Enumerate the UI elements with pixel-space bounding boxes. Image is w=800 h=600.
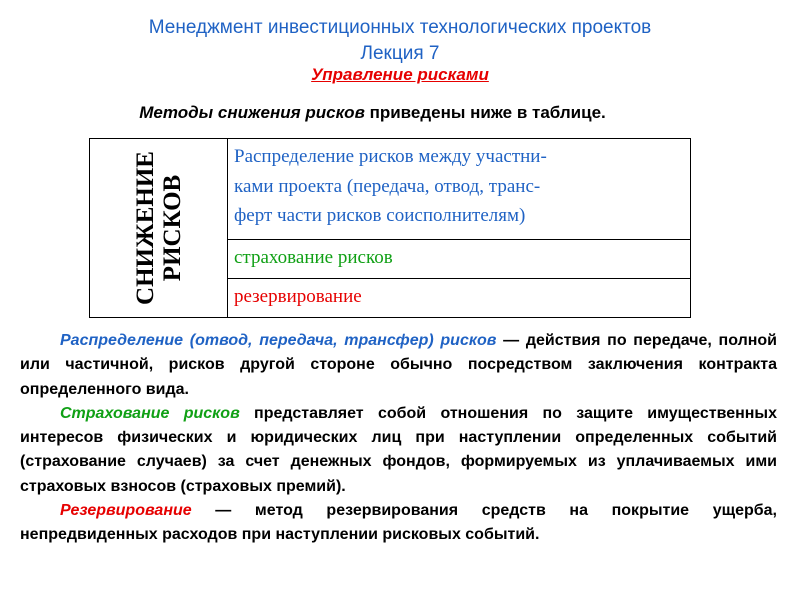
- table-row-distribution: [228, 139, 690, 240]
- paragraph-reservation: [20, 499, 777, 548]
- term-distribution: Распределение (отвод, передача, трансфер) рисков: [60, 332, 497, 349]
- row-distribution-line2: ками проекта (передача, отвод, транс-: [234, 175, 541, 197]
- intro-rest: приведены ниже в таблице.: [364, 103, 606, 122]
- term-insurance: Страхование рисков: [60, 404, 240, 422]
- intro-emphasis: Методы снижения рисков: [139, 103, 365, 122]
- text-insurance: представляет собой отношения по защите имущественных интересов физических и юридических лиц при наступлении определенных событий (страхование случаев) за счет денежных фондов, формируемых из уплачиваемых ими страховых взносов (страховых премий).: [20, 404, 777, 495]
- course-title: Менеджмент инвестиционных технологических проектов: [148, 17, 652, 38]
- table-row-reservation: резервирование: [234, 286, 362, 307]
- intro-sentence: [0, 101, 745, 125]
- topic-title: Управление рисками: [311, 65, 489, 84]
- paragraph-insurance: [20, 402, 777, 499]
- side-label-line1: СНИЖЕНИЕ: [131, 151, 159, 305]
- table-side-cell: [90, 139, 228, 317]
- term-reservation: Резервирование: [60, 502, 192, 520]
- side-label-line2: РИСКОВ: [158, 174, 186, 282]
- row-distribution-line3: ферт части рисков соисполнителям): [234, 205, 526, 226]
- table-side-label: [132, 151, 186, 305]
- text-reservation: — метод резервирования средств на покрытие ущерба, непредвиденных расходов при наступлении рисковых событий.: [20, 502, 777, 544]
- text-distribution: — действия по передаче, полной или частичной, рисков другой стороне обычно посредством заключения контракта определенного вида.: [20, 332, 778, 398]
- paragraph-distribution: [20, 329, 777, 402]
- row-distribution-line1: Распределение рисков между участни-: [234, 146, 547, 167]
- table-row-insurance: страхование рисков: [228, 240, 690, 279]
- risk-reduction-table: [89, 138, 691, 318]
- description-text: [20, 329, 777, 548]
- lecture-number: Лекция 7: [360, 43, 440, 64]
